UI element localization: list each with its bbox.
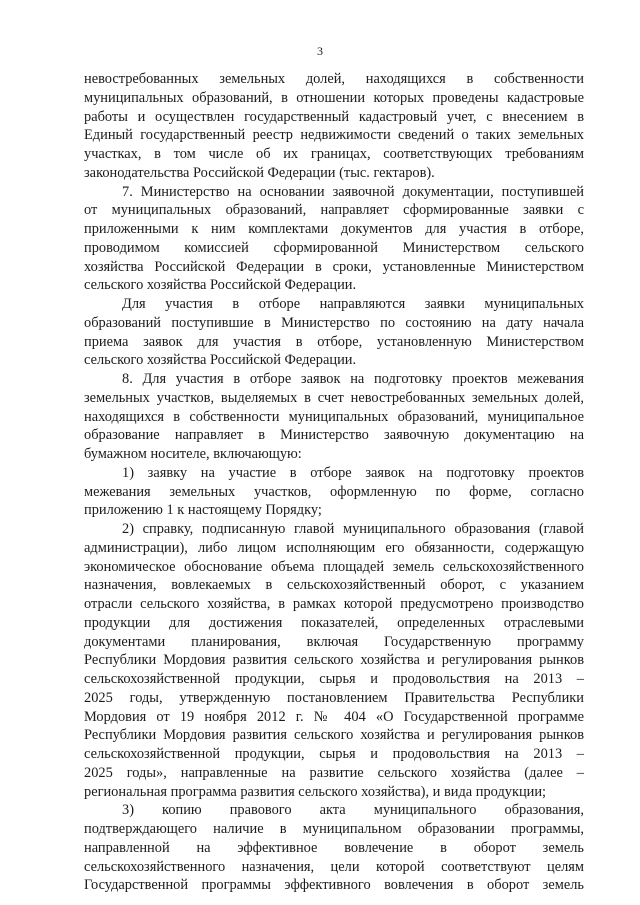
text-line: Мордовия от 19 ноября 2012 г. № 404 «О Государственной программе [84,708,584,725]
text-line: находящихся в собственности муниципальных образований, муниципальное [84,408,584,425]
text-line: Республики Мордовия развития сельского хозяйства и регулирования рынков [84,727,584,744]
text-line: хозяйства Российской Федерации в сроки, установленные Министерством [84,258,584,275]
text-line: сельского хозяйства Российской Федерации. [84,352,357,369]
page-number: 3 [317,44,323,58]
text-line: приложению 1 к настоящему Порядку; [84,502,322,519]
text-line: отрасли сельского хозяйства, в рамках которой предусмотрено производство [84,596,584,612]
text-line: подтверждающего наличие в муниципальном образовании программы, [84,821,584,837]
text-line: муниципальных образований, в отношении которых проведены кадастровые [84,89,584,106]
text-line: образований поступившие в Министерство по состоянию на дату начала [84,314,584,331]
text-line: земельных участков, выделяемых в счет невостребованных земельных долей, [84,389,584,406]
text-line: документами планирования, включая Государственную программу [84,633,584,650]
text-line: Единый государственный реестр недвижимости сведений о таких земельных [84,127,584,144]
text-line: сельскохозяйственной продукции, сырья и продовольствия на 2013 – [84,746,584,762]
text-line: работы и осуществлен государственный кадастровый учет, с внесением в [84,108,584,125]
text-line: сельскохозяйственного назначения, цели которой соответствуют целям [84,858,584,875]
text-line: участках, в том числе об их границах, соответствующих требованиям [84,146,584,162]
text-line: от муниципальных образований, направляет сформированные заявки с [84,202,584,219]
paragraph-7-start: 7. Министерство на основании заявочной документации, поступившей [122,183,584,200]
text-line: Государственной программы эффективного вовлечения в оборот земель [84,877,584,894]
list-item-3-start: 3) копию правового акта муниципального образования, [122,802,584,819]
text-line: Республики Мордовия развития сельского хозяйства и регулирования рынков [84,652,584,669]
document-body [84,70,584,895]
text-line: проводимом комиссией сформированной Министерством сельского [84,239,584,256]
text-line: законодательства Российской Федерации (тыс. гектаров). [84,164,435,181]
text-line: 2025 годы, утвержденную постановлением Правительства Республики [84,689,584,706]
text-line: бумажном носителе, включающую: [84,446,302,462]
text-line: назначения, вовлекаемых в сельскохозяйственный оборот, с указанием [84,577,584,594]
text-line: приложенными к ним комплектами документов для участия в отборе, [84,221,584,237]
text-line: межевания земельных участков, оформленную по форме, согласно [84,483,584,500]
text-line: 2025 годы», направленные на развитие сельского хозяйства (далее – [84,764,584,781]
text-line: сельского хозяйства Российской Федерации. [84,277,357,294]
text-line: приема заявок для участия в отборе, установленную Министерством [84,333,584,350]
list-item-1-start: 1) заявку на участие в отборе заявок на подготовку проектов [122,464,584,481]
text-line: региональная программа развития сельского хозяйства), и вида продукции; [84,783,547,800]
text-line: направленной на эффективное вовлечение в оборот земель [84,839,584,856]
text-line: продукции для достижения показателей, определенных отраслевыми [84,614,584,631]
text-line: образование направляет в Министерство заявочную документацию на [84,427,584,444]
paragraph-8-start: 8. Для участия в отборе заявок на подготовку проектов межевания [122,371,584,387]
text-line: невостребованных земельных долей, находящихся в собственности [84,71,584,87]
text-line: администрации), либо лицом исполняющим его обязанности, содержащую [84,539,584,556]
text-line: экономическое обоснование объема площадей земель сельскохозяйственного [84,558,584,575]
paragraph-start: Для участия в отборе направляются заявки муниципальных [122,296,584,312]
list-item-2-start: 2) справку, подписанную главой муниципального образования (главой [122,521,584,537]
text-line: сельскохозяйственной продукции, сырья и продовольствия на 2013 – [84,671,584,687]
